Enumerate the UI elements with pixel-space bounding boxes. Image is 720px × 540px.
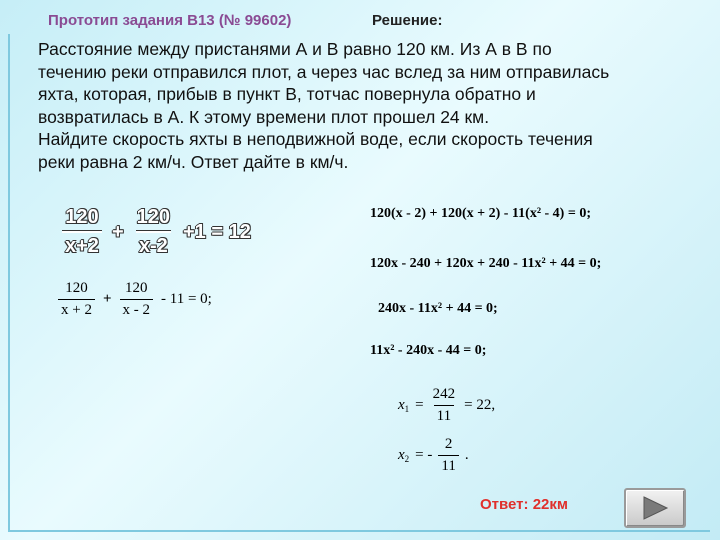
task-title: Прототип задания B13 (№ 99602): [48, 12, 292, 29]
root-tail: .: [464, 447, 469, 463]
problem-line: Найдите скорость яхты в неподвижной воде, если скорость течения: [38, 129, 593, 149]
root-sign: = -: [415, 447, 433, 463]
root-x1: $x_1$ = $\frac{242}{11}$ = 22,: [398, 386, 496, 424]
plus-sign: +: [102, 291, 112, 307]
plus-sign: +: [111, 220, 124, 243]
fraction: [62, 206, 102, 258]
problem-text: [38, 38, 698, 173]
problem-line: реки равна 2 км/ч. Ответ дайте в км/ч.: [38, 151, 349, 172]
next-slide-button[interactable]: [624, 488, 686, 528]
step-line-1: 120(x - 2) + 120(x + 2) - 11(x² - 4) = 0;: [370, 206, 591, 221]
root-value: = 22,: [464, 397, 496, 413]
root-variable: $x_1$: [398, 397, 410, 414]
fraction: [438, 436, 458, 475]
denominator: x-2: [136, 231, 171, 258]
root-x2: [398, 436, 469, 475]
fraction: [120, 280, 154, 319]
answer-text: Ответ: 22км: [480, 496, 568, 513]
step-line-3: 240x - 11x² + 44 = 0;: [378, 301, 498, 316]
problem-line: течению реки отправился плот, а через час вслед за ним отправилась: [38, 61, 610, 82]
root-variable: $x_2$: [398, 447, 410, 464]
fraction: [430, 386, 459, 425]
problem-line: Расстояние между пристанями А и В равно 120 км. Из А в В по: [38, 39, 552, 59]
numerator: 120: [65, 280, 88, 296]
play-arrow-icon: [640, 495, 670, 521]
equation-rest: +1 = 12: [183, 220, 251, 243]
solution-label: Решение:: [372, 12, 443, 29]
main-equation: [62, 206, 251, 258]
numerator: 120: [65, 206, 99, 228]
equation-rest: - 11 = 0;: [161, 291, 212, 307]
problem-line: яхта, которая, прибыв в пункт В, тотчас повернула обратно и: [38, 84, 536, 104]
numerator: 120: [125, 280, 148, 296]
fraction: [58, 280, 95, 319]
fraction: [134, 206, 173, 258]
denominator: x + 2: [58, 299, 95, 319]
problem-line: возвратилась в А. К этому времени плот прошел 24 км.: [38, 106, 490, 127]
denominator: x+2: [62, 231, 102, 258]
numerator: 242: [432, 386, 456, 402]
denominator: 11: [438, 455, 458, 475]
equation-zero-form: [58, 280, 212, 319]
denominator: x - 2: [120, 299, 154, 319]
numerator: 120: [136, 206, 170, 228]
denominator: 11: [434, 405, 454, 425]
step-line-4: 11x² - 240x - 44 = 0;: [370, 343, 487, 358]
numerator: 2: [444, 436, 453, 452]
step-line-2: 120x - 240 + 120x + 240 - 11x² + 44 = 0;: [370, 256, 602, 271]
